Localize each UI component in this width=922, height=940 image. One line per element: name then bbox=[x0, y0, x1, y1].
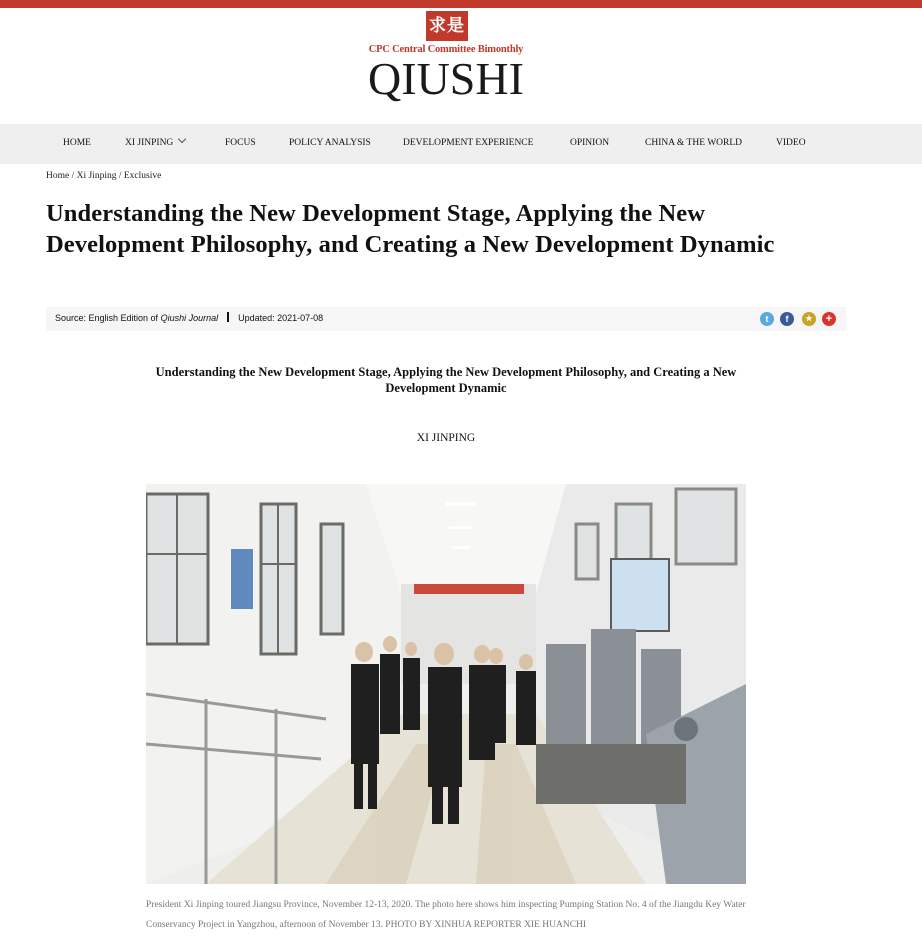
updated-date: Updated: 2021-07-08 bbox=[238, 313, 324, 323]
article-meta-bar bbox=[46, 307, 846, 331]
article-meta bbox=[55, 312, 323, 323]
article-photo bbox=[146, 484, 746, 884]
breadcrumb-page[interactable]: Exclusive bbox=[123, 171, 162, 181]
nav-item-home[interactable]: HOME bbox=[63, 138, 91, 148]
qiushi-seal-logo[interactable]: 求是 bbox=[426, 11, 468, 41]
nav-item-opinion[interactable]: OPINION bbox=[570, 138, 610, 148]
article-title: Understanding the New Development Stage, Applying the New Development Philosophy, and Creating a New Development Dynamic bbox=[46, 200, 775, 258]
article-author: XI JINPING bbox=[416, 432, 476, 444]
main-nav bbox=[0, 124, 922, 164]
nav-item-focus[interactable]: FOCUS bbox=[225, 138, 256, 148]
photo-caption: President Xi Jinping toured Jiangsu Province, November 12-13, 2020. The photo here shows him inspecting Pumping Station No. 4 of the Jiangdu Key Water Conservancy Project in Yangzhou, afternoon of November 13. PHOTO BY XINHUA REPORTER XIE HUANCHI bbox=[146, 900, 746, 930]
more-share-plus-icon[interactable]: + bbox=[822, 312, 836, 326]
favorite-star-icon[interactable]: ★ bbox=[802, 312, 816, 326]
nav-item-china-the-world[interactable]: CHINA & THE WORLD bbox=[645, 138, 743, 148]
nav-item-development-experience[interactable]: DEVELOPMENT EXPERIENCE bbox=[403, 138, 534, 148]
pumping-station-photo bbox=[146, 484, 746, 884]
masthead bbox=[0, 8, 922, 124]
nav-item-xi-jinping[interactable] bbox=[125, 124, 185, 164]
nav-item-video[interactable]: VIDEO bbox=[776, 138, 806, 148]
breadcrumb bbox=[46, 171, 161, 181]
meta-divider bbox=[227, 312, 229, 322]
qiushi-logo[interactable]: QIUSHI bbox=[368, 53, 524, 104]
nav-item-policy-analysis[interactable]: POLICY ANALYSIS bbox=[289, 138, 371, 148]
breadcrumb-home[interactable]: Home bbox=[46, 171, 70, 181]
breadcrumb-section[interactable]: Xi Jinping bbox=[76, 171, 117, 181]
facebook-share-icon[interactable]: f bbox=[780, 312, 794, 326]
source-label: Source: English Edition of bbox=[55, 313, 161, 323]
twitter-share-icon[interactable]: t bbox=[760, 312, 774, 326]
masthead-tagline: CPC Central Committee Bimonthly bbox=[368, 44, 524, 55]
article-subtitle: Understanding the New Development Stage, Applying the New Development Philosophy, and Creating a New Development Dynamic bbox=[155, 365, 737, 395]
chevron-down-icon bbox=[178, 135, 186, 143]
breadcrumb-separator: / bbox=[116, 171, 124, 181]
source-name: Qiushi Journal bbox=[160, 313, 219, 323]
top-accent-bar bbox=[0, 0, 922, 8]
nav-item-label: XI JINPING bbox=[125, 138, 174, 148]
breadcrumb-separator: / bbox=[69, 171, 77, 181]
